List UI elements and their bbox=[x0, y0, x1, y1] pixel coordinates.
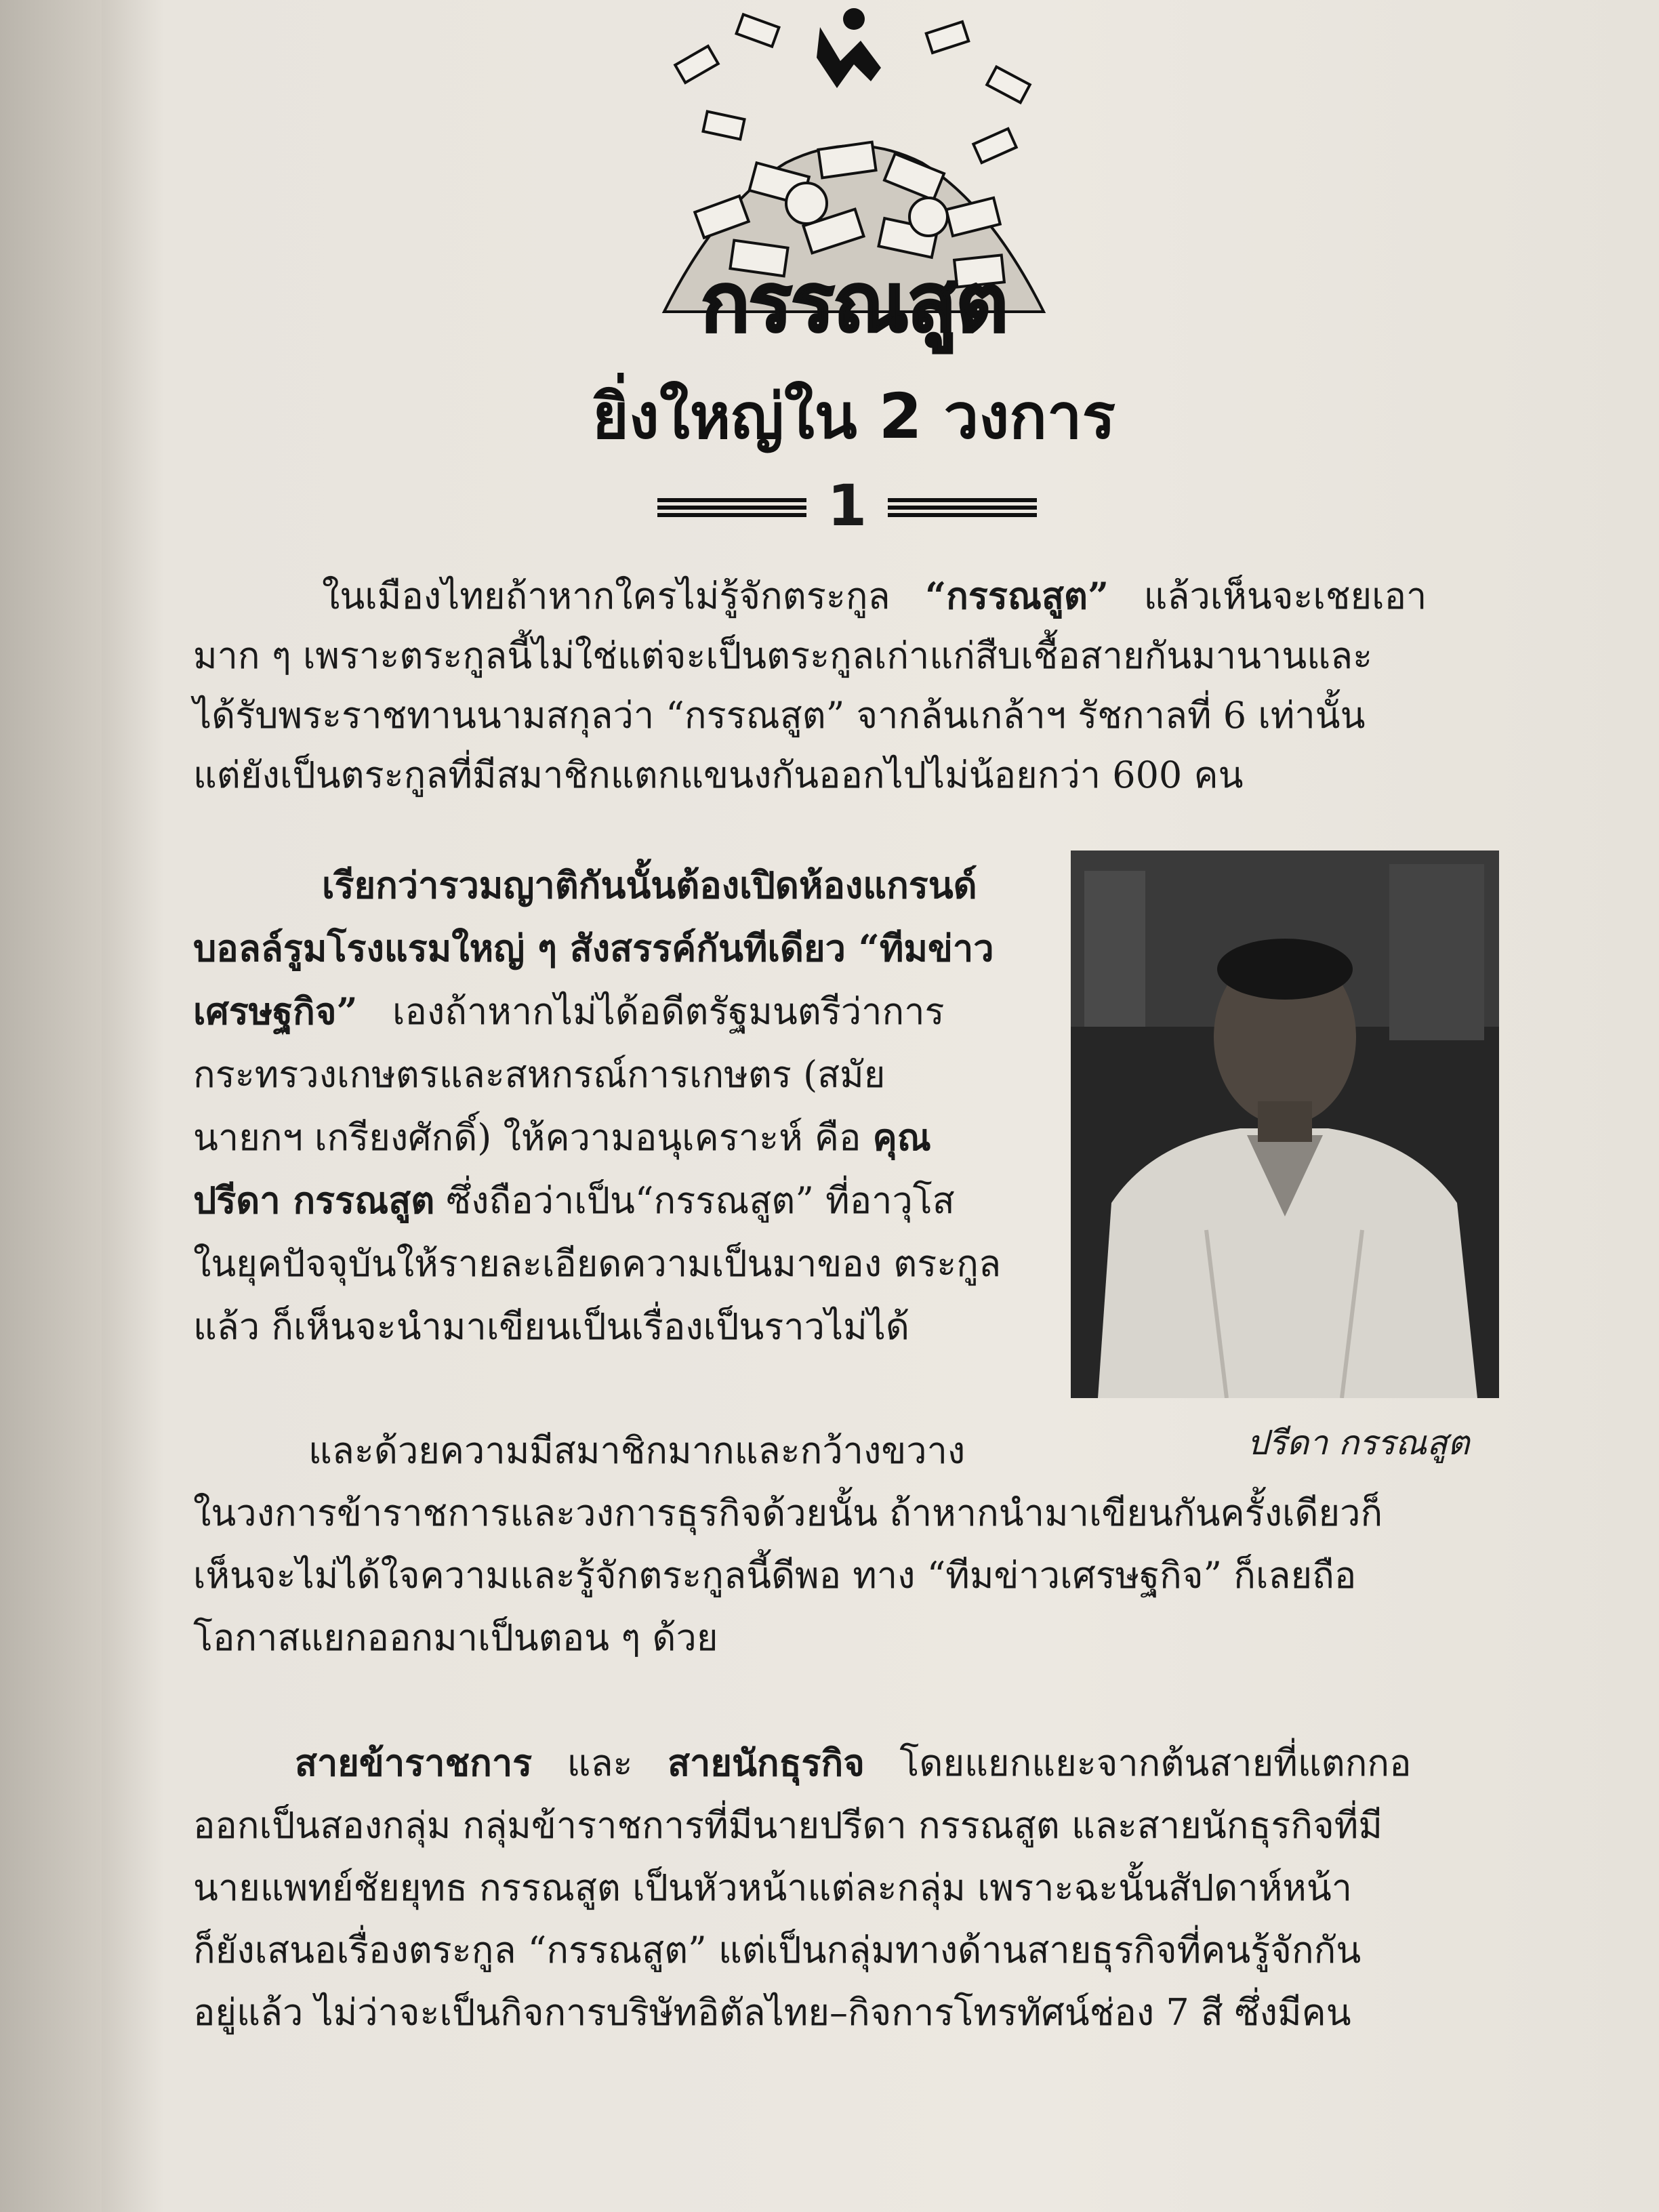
intro-line1-b: “กรรณสูต” bbox=[925, 574, 1109, 617]
paragraph-3 bbox=[193, 1420, 1491, 1669]
side-line1: เรียกว่ารวมญาติกันนั้นต้องเปิดห้องแกรนด์ bbox=[322, 863, 977, 907]
para4-line5: อยู่แล้ว ไม่ว่าจะเป็นกิจการบริษัทอิตัลไทย–กิจการโทรทัศน์ช่อง 7 สี ซึ่งมีคน bbox=[193, 1991, 1351, 2034]
side-line4: กระทรวงเกษตรและสหกรณ์การเกษตร (สมัย bbox=[193, 1053, 886, 1096]
paragraph-4 bbox=[193, 1732, 1491, 2044]
side-line3-b: เองถ้าหากไม่ได้อดีตรัฐมนตรีว่าการ bbox=[392, 990, 945, 1033]
page-subtitle: ยิ่งใหญ่ใน 2 วงการ bbox=[592, 380, 1116, 453]
portrait-photo bbox=[1071, 851, 1499, 1398]
intro-line3: ได้รับพระราชทานนามสกุลว่า “กรรณสูต” จากล้นเกล้าฯ รัชกาลที่ 6 เท่านั้น bbox=[193, 694, 1366, 737]
intro-paragraph bbox=[193, 566, 1491, 805]
side-line5-b: คุณ bbox=[872, 1115, 931, 1159]
page-title: กรรณสูต bbox=[700, 256, 1008, 350]
intro-line1-c: แล้วเห็นจะเชยเอา bbox=[1143, 575, 1427, 617]
side-line7: ในยุคปัจจุบันให้รายละเอียดความเป็นมาของ ตระกูล bbox=[193, 1242, 1002, 1285]
chapter-rule-left bbox=[657, 498, 806, 517]
intro-line4: แต่ยังเป็นตระกูลที่มีสมาชิกแตกแขนงกันออกไปไม่น้อยกว่า 600 คน bbox=[193, 754, 1244, 796]
side-line6-a: ปรีดา กรรณสูต bbox=[193, 1179, 435, 1222]
para3-line4: โอกาสแยกออกมาเป็นตอน ๆ ด้วย bbox=[193, 1616, 718, 1659]
para4-line1-c: สายนักธุรกิจ bbox=[668, 1741, 865, 1784]
photo-caption: ปรีดา กรรณสูต bbox=[1247, 1423, 1470, 1462]
para3-line3: เห็นจะไม่ได้ใจความและรู้จักตระกูลนี้ดีพอ ทาง “ทีมข่าวเศรษฐกิจ” ก็เลยถือ bbox=[193, 1554, 1357, 1597]
para4-line1-d: โดยแยกแยะจากต้นสายที่แตกกอ bbox=[899, 1742, 1412, 1784]
side-line8: แล้ว ก็เห็นจะนำมาเขียนเป็นเรื่องเป็นราวไม่ได้ bbox=[193, 1305, 909, 1348]
para3-line1: และด้วยความมีสมาชิกมากและกว้างขวาง bbox=[308, 1429, 966, 1472]
para4-line1-a: สายข้าราชการ bbox=[295, 1741, 533, 1784]
side-line2: บอลล์รูมโรงแรมใหญ่ ๆ สังสรรค์กันทีเดียว “ทีมข่าว bbox=[193, 926, 994, 970]
para4-line4: ก็ยังเสนอเรื่องตระกูล “กรรณสูต” แต่เป็นกลุ่มทางด้านสายธุรกิจที่คนรู้จักกัน bbox=[193, 1929, 1361, 1971]
side-line5-a: นายกฯ เกรียงศักดิ์) ให้ความอนุเคราะห์ คือ bbox=[193, 1116, 861, 1159]
para4-line2: ออกเป็นสองกลุ่ม กลุ่มข้าราชการที่มีนายปรีดา กรรณสูต และสายนักธุรกิจที่มี bbox=[193, 1804, 1382, 1847]
intro-line1-a: ในเมืองไทยถ้าหากใครไม่รู้จักตระกูล bbox=[322, 575, 890, 617]
intro-line2: มาก ๆ เพราะตระกูลนี้ไม่ใช่แต่จะเป็นตระกูลเก่าแก่สืบเชื้อสายกันมานานและ bbox=[193, 634, 1373, 677]
book-gutter bbox=[0, 0, 102, 2212]
para3-line2: ในวงการข้าราชการและวงการธุรกิจด้วยนั้น ถ้าหากนำมาเขียนกันครั้งเดียวก็ bbox=[193, 1492, 1383, 1534]
para4-line1-b: และ bbox=[567, 1742, 633, 1784]
chapter-heading bbox=[657, 472, 1037, 539]
side-paragraph bbox=[193, 854, 1020, 1358]
chapter-number: 1 bbox=[827, 472, 867, 539]
side-line6-b: ซึ่งถือว่าเป็น“กรรณสูต” ที่อาวุโส bbox=[446, 1179, 955, 1222]
side-line3-a: เศรษฐกิจ” bbox=[193, 989, 358, 1033]
chapter-rule-right bbox=[888, 498, 1037, 517]
para4-line3: นายแพทย์ชัยยุทธ กรรณสูต เป็นหัวหน้าแต่ละกลุ่ม เพราะฉะนั้นสัปดาห์หน้า bbox=[193, 1866, 1353, 1909]
